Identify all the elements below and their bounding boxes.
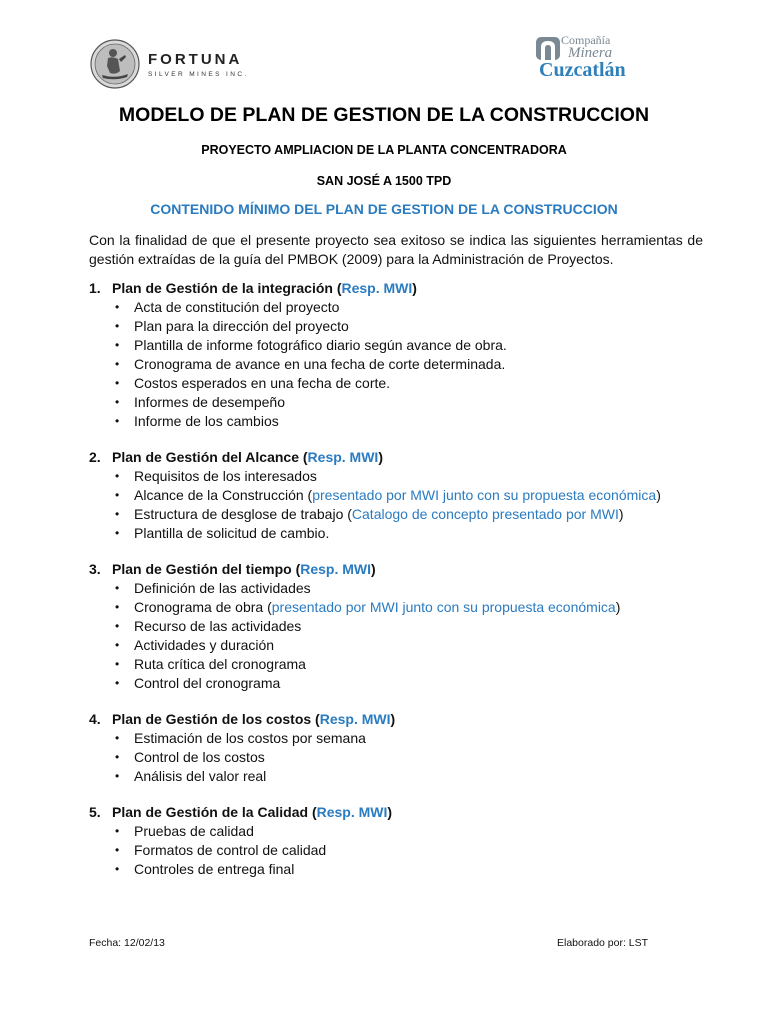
list-item [89,317,703,336]
plan-number: 3. [89,561,101,577]
list-item-text: Plantilla de informe fotográfico diario según avance de obra. [134,337,507,353]
list-item-text: Requisitos de los interesados [134,468,317,484]
plan-heading [89,448,703,467]
bullet-icon: • [115,750,120,764]
list-item [89,486,703,505]
fortuna-logo-subtitle: SILVER MINES INC. [148,71,249,78]
plan-items [89,467,703,543]
plan-title-close: ) [390,711,396,727]
list-item-text: Recurso de las actividades [134,618,302,634]
footer-author: Elaborado por: LST [557,937,649,949]
bullet-icon: • [115,488,120,502]
bullet-icon: • [115,507,120,521]
footer-date: Fecha: 12/02/13 [89,937,165,949]
list-item-text: Formatos de control de calidad [134,842,327,858]
list-item-text: Informe de los cambios [134,413,279,429]
plan-heading [89,710,703,729]
list-item-text: Control del cronograma [134,675,281,691]
plan-title: Plan de Gestión de los costos ( [112,711,320,727]
bullet-icon: • [115,526,120,540]
plan-title: Plan de Gestión de la Calidad ( [112,804,317,820]
list-item-close: ) [618,506,624,522]
document-title: MODELO DE PLAN DE GESTION DE LA CONSTRUCCION [118,104,650,126]
plan-title-close: ) [378,449,383,465]
list-item [89,729,703,748]
plan-number: 2. [89,449,101,465]
plans-list [89,279,703,896]
list-item [89,841,703,860]
cuzcatlan-logo-line3: Cuzcatlán [539,59,626,81]
bullet-icon: • [115,469,120,483]
list-item-text: Informes de desempeño [134,394,285,410]
list-item-text: Plan para la dirección del proyecto [134,318,349,334]
list-item [89,374,703,393]
list-item-close: ) [615,599,621,615]
plan-responsible: Resp. MWI [316,804,388,820]
plan-section [89,448,703,543]
list-item-text: Estimación de los costos por semana [134,730,366,746]
fortuna-logo [88,37,258,91]
cuzcatlan-logo-line2: Minera [568,45,613,61]
list-item [89,298,703,317]
list-item [89,412,703,431]
list-item [89,674,703,693]
list-item-text: Cronograma de obra ( [134,599,272,615]
section-title: CONTENIDO MÍNIMO DEL PLAN DE GESTION DE LA CONSTRUCCION [150,201,618,217]
list-item [89,748,703,767]
list-item-text: Análisis del valor real [134,768,267,784]
plan-responsible: Resp. MWI [341,280,413,296]
cuzcatlan-logo-line1: Compañía [561,33,611,47]
fortuna-logo-name: FORTUNA [148,51,243,68]
list-item-text: Plantilla de solicitud de cambio. [134,525,330,541]
list-item [89,524,703,543]
list-item [89,579,703,598]
bullet-icon: • [115,376,120,390]
plan-number: 5. [89,804,101,820]
list-item-text: Controles de entrega final [134,861,295,877]
list-item [89,467,703,486]
bullet-icon: • [115,319,120,333]
bullet-icon: • [115,824,120,838]
list-item-text: Ruta crítica del cronograma [134,656,306,672]
plan-section [89,710,703,786]
plan-section [89,560,703,693]
plan-title-close: ) [412,280,417,296]
bullet-icon: • [115,357,120,371]
bullet-icon: • [115,657,120,671]
bullet-icon: • [115,862,120,876]
list-item-note: presentado por MWI junto con su propuesta económica [271,599,616,615]
plan-number: 4. [89,711,101,727]
list-item [89,393,703,412]
page-header [88,34,648,92]
plan-heading [89,560,703,579]
arch-mark-icon [535,35,561,61]
capacity-subtitle: SAN JOSÉ A 1500 TPD [316,174,452,188]
list-item [89,355,703,374]
list-item-text: Costos esperados en una fecha de corte. [134,375,391,391]
bullet-icon: • [115,769,120,783]
plan-responsible: Resp. MWI [300,561,372,577]
bullet-icon: • [115,300,120,314]
bullet-icon: • [115,638,120,652]
plan-title: Plan de Gestión del Alcance ( [112,449,308,465]
list-item-text: Alcance de la Construcción ( [134,487,313,503]
bullet-icon: • [115,843,120,857]
bullet-icon: • [115,600,120,614]
plan-responsible: Resp. MWI [307,449,379,465]
plan-title-close: ) [371,561,376,577]
bullet-icon: • [115,731,120,745]
list-item [89,617,703,636]
list-item [89,767,703,786]
plan-heading [89,803,703,822]
plan-title-close: ) [387,804,393,820]
list-item [89,860,703,879]
plan-items [89,579,703,693]
list-item-text: Actividades y duración [134,637,275,653]
bullet-icon: • [115,581,120,595]
list-item-note: presentado por MWI junto con su propuesta económica [312,487,657,503]
plan-title: Plan de Gestión de la integración ( [112,280,342,296]
bullet-icon: • [115,414,120,428]
list-item [89,822,703,841]
cuzcatlan-logo [535,34,655,82]
plan-number: 1. [89,280,101,296]
list-item [89,336,703,355]
plan-section [89,279,703,431]
bullet-icon: • [115,395,120,409]
plan-section [89,803,703,879]
list-item [89,636,703,655]
plan-items [89,298,703,431]
list-item [89,505,703,524]
coin-seal-icon [90,39,140,89]
bullet-icon: • [115,676,120,690]
bullet-icon: • [115,338,120,352]
list-item-close: ) [656,487,661,503]
intro-paragraph: Con la finalidad de que el presente proyecto sea exitoso se indica las siguientes herramientas de gestión extraídas de la guía del PMBOK (2009) para la Administración de Proyectos. [89,232,703,267]
list-item-text: Pruebas de calidad [134,823,254,839]
plan-responsible: Resp. MWI [319,711,391,727]
list-item-note: Catalogo de concepto presentado por MWI [351,506,619,522]
list-item-text: Control de los costos [134,749,265,765]
plan-items [89,822,703,879]
list-item [89,598,703,617]
list-item [89,655,703,674]
plan-heading [89,279,703,298]
plan-items [89,729,703,786]
list-item-text: Definición de las actividades [134,580,311,596]
list-item-text: Acta de constitución del proyecto [134,299,340,315]
project-subtitle: PROYECTO AMPLIACION DE LA PLANTA CONCENTRADORA [201,143,567,157]
list-item-text: Estructura de desglose de trabajo ( [134,506,352,522]
plan-title: Plan de Gestión del tiempo ( [112,561,301,577]
list-item-text: Cronograma de avance en una fecha de corte determinada. [134,356,506,372]
bullet-icon: • [115,619,120,633]
